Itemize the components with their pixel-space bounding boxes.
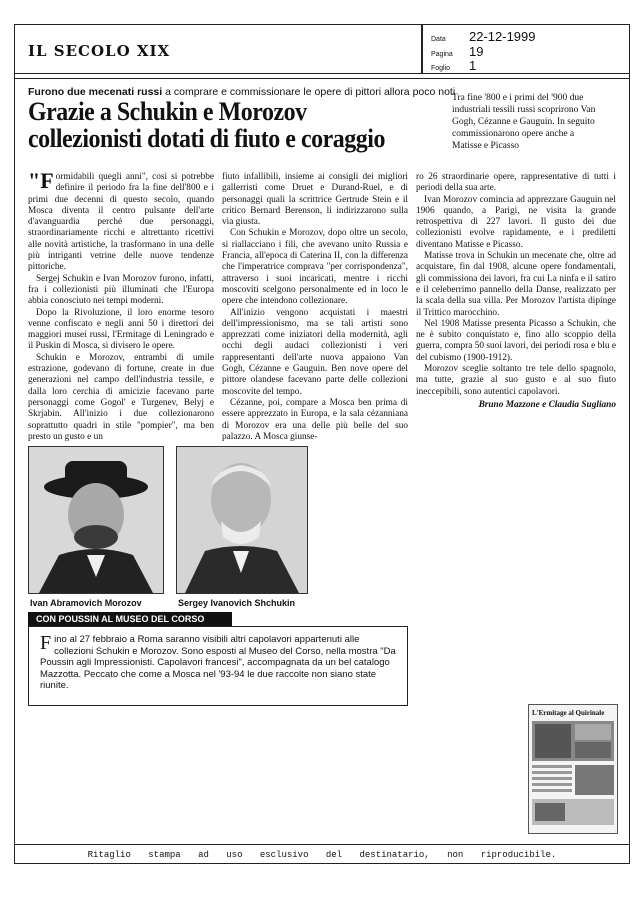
- byline: Bruno Mazzone e Claudia Sugliano: [478, 399, 616, 410]
- paragraph: ro 26 straordinarie opere, rappresentative di tutti i periodi della sua arte.: [416, 172, 616, 194]
- paragraph-text: ormidabili quegli anni", così si potrebbe definire il periodo fra la fine dell'800 e i primi due decenni di questo secolo, quando Mosca diventa il centro pulsante dell'arte d'avanguardia perché due personaggi, straordinariamente ricchi e altrettanto ricettivi alle novità artistiche, la trasformano in una delle più intriganti vetrine delle nuove tendenze pittoriche.: [28, 172, 214, 273]
- kicker-bold: Furono due mecenati russi: [28, 86, 163, 98]
- box-body: ino al 27 febbraio a Roma saranno visibili altri capolavori appartenuti alle collezioni Schukin e Morozov. Sono esposti al Museo del Corso, nella mostra "Da Poussin agli Impressionisti. Capolavori francesi", accompagnata da un bel catalogo Mazzotta. Peccato che come a Mosca nel '93-94 le due raccolte non siano state riunite.: [40, 634, 396, 691]
- footer-notice: Ritaglio stampa ad uso esclusivo del destinatario, non riproducibile.: [14, 844, 630, 865]
- meta-date: [431, 29, 536, 44]
- portrait-shchukin-illustration: [177, 447, 307, 593]
- sheet-value: 1: [469, 58, 477, 73]
- date-label: Data: [431, 36, 446, 43]
- portrait-morozov-illustration: [29, 447, 163, 593]
- meta-sheet: [431, 58, 476, 73]
- headline: [28, 98, 385, 152]
- paragraph: [28, 168, 214, 274]
- meta-page: [431, 44, 483, 59]
- header-divider: [14, 78, 630, 79]
- headline-line-1: Grazie a Schukin e Morozov: [28, 97, 307, 126]
- portrait-morozov: [28, 446, 164, 594]
- masthead: IL SECOLO XIX: [28, 42, 171, 60]
- header-meta-box: [422, 24, 630, 74]
- paragraph: Nel 1908 Matisse presenta Picasso a Schukin, che ne è subito conquistato e, fino allo scoppio della guerra, compra 50 suoi lavori, dei periodi rosa e blu e del cubismo (1900-1912).: [416, 318, 616, 363]
- page-value: 19: [469, 44, 484, 59]
- paragraph: Dopo la Rivoluzione, il loro enorme tesoro venne confiscato e negli anni 50 i direttori dei maggiori musei russi, l'Ermitage di Leningrado e il Puskin di Mosca, si divisero le opere.: [28, 307, 214, 352]
- thumbnail-title: L'Ermitage al Quirinale: [532, 709, 605, 717]
- sheet-label: Foglio: [431, 65, 451, 72]
- caption-shchukin: Sergey Ivanovich Shchukin: [178, 598, 296, 608]
- drop-cap: "F: [28, 168, 54, 193]
- date-value: 22-12-1999: [469, 29, 536, 44]
- paragraph: All'inizio vengono acquistati i maestri dell'impressionismo, ma se tali artisti sono apprezzati come iniziatori della modernità, agli occhi degli audaci collezionisti i veri rappresentanti dell'arte nuova appaiono Van Gogh, Cézanne e Gauguin. Ben nove opere del pittore olandese facevano parte delle collezioni moscovite del tempo.: [222, 307, 408, 397]
- paragraph: Sergej Schukin e Ivan Morozov furono, infatti, fra i collezionisti più illuminati che l'Europa abbia conosciuto nei tempi moderni.: [28, 273, 214, 307]
- exhibition-box-text: [40, 634, 396, 692]
- paragraph: Con Schukin e Morozov, dopo oltre un secolo, si riallacciano i fili, che avevano unito Russia e Francia, all'epoca di Caterina II, con la differenza che l'imperatrice comprava "per corrispondenza", attraverso i suoi incaricati, mentre i ricchi moscoviti scelgono personalmente ed in loco le opere che intendono collezionare.: [222, 228, 408, 307]
- paragraph: Cézanne, poi, compare a Mosca ben prima di essere apprezzato in Europa, e la sala cézanniana di Morozov era una delle più belle del suo palazzo. A Mosca giunse-: [222, 397, 408, 442]
- paragraph: Morozov sceglie soltanto tre tele dello spagnolo, ma tutte, grazie al suo gusto e al suo fiuto ineccepibili, sono autentici capolavori.: [416, 364, 616, 397]
- paragraph: fiuto infallibili, insieme ai consigli dei migliori gallerristi come Druet e Durand-Ruel, e di personaggi quali la scrittrice Gertrude Stein e il critico Bernard Berenson, li indirizzarono sulla via giusta.: [222, 172, 408, 228]
- portrait-shchukin: [176, 446, 308, 594]
- article-column-2: [222, 172, 408, 443]
- paragraph: Ivan Morozov comincia ad apprezzare Gauguin nel 1906 quando, a Parigi, ne visita la grande retrospettiva di 227 lavori. Il gusto dei due collezionisti evolve rapidamente, e i prediletti diventano Matisse e Picasso.: [416, 194, 616, 250]
- headline-line-2: collezionisti dotati di fiuto e coraggio: [28, 124, 385, 153]
- clipping-thumbnail: [528, 704, 618, 834]
- page-label: Pagina: [431, 51, 453, 58]
- paragraph: Schukin e Morozov, entrambi di umile estrazione, godevano di fortune, create in due generazioni nel campo dell'industria tessile, e dalla loro cerchia di amicizie facevano parte personaggi come Gogol' e Turgenev, Belyj e Skrjabin. All'inizio i due collezionarono soprattutto quadri in stile "pompier", ma ben presto un gusto e un: [28, 352, 214, 442]
- article-column-1: [28, 168, 214, 443]
- kicker-rest: a comprare e commissionare le opere di pittori allora poco noti: [162, 86, 456, 98]
- box-drop-cap: F: [40, 632, 52, 654]
- box-title: CON POUSSIN AL MUSEO DEL CORSO: [28, 612, 232, 626]
- thumbnail-illustration: [529, 719, 617, 829]
- sidebar-summary: Tra fine '800 e i primi del '900 due industriali tessili russi scoprirono Van Gogh, Cézanne e Gauguin. In seguito commissionarono opere anche a Matisse e Picasso: [452, 93, 596, 151]
- caption-morozov: Ivan Abramovich Morozov: [30, 598, 142, 608]
- article-column-3: [416, 172, 616, 411]
- paragraph: Matisse trova in Schukin un mecenate che, oltre ad acquistare, fin dal 1908, alcune opere fondamentali, gli commissiona dei lavori, fra cui La ninfa e il satiro e il celeberrimo pannello della Danse, realizzato per la scala della sua villa. Per Morozov l'artista dipinge il Trittico marocchino.: [416, 251, 616, 318]
